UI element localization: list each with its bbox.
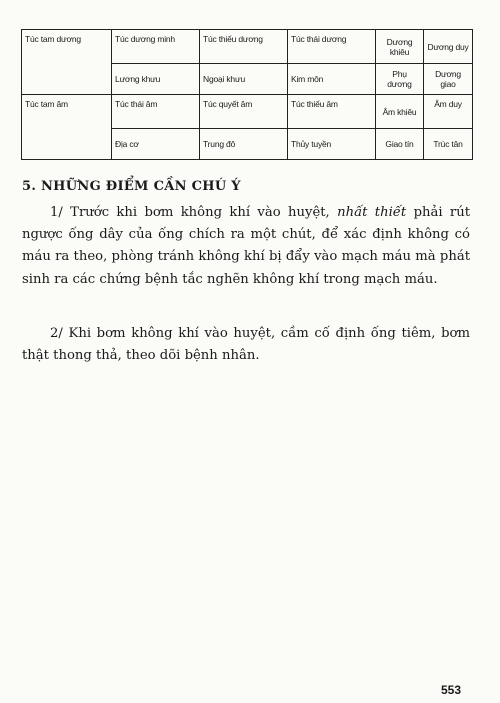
table-cell: Giao tín bbox=[376, 129, 424, 160]
page-number: 553 bbox=[441, 683, 462, 697]
table-cell: Kim môn bbox=[288, 64, 376, 95]
table-cell: Dương khiêu bbox=[376, 30, 424, 64]
table-cell: Âm duy bbox=[424, 95, 473, 129]
table-cell: Túc thái dương bbox=[288, 30, 376, 64]
table-cell: Túc thái âm bbox=[112, 95, 200, 129]
table-cell: Túc tam âm bbox=[22, 95, 112, 160]
table-cell: Trung đô bbox=[200, 129, 288, 160]
table-cell: Lương khưu bbox=[112, 64, 200, 95]
table-cell: Túc dương minh bbox=[112, 30, 200, 64]
meridian-table-container bbox=[21, 29, 472, 160]
table-row bbox=[22, 30, 473, 64]
paragraph-1-end: phải rút ngược ống dây của ống chích ra một chút, để xác định không có máu ra theo, phòng tránh không khí bị đẩy vào mạch máu mà phát sinh ra các chứng bệnh tắc nghẽn không khí trong mạch máu. bbox=[22, 205, 471, 287]
table-cell: Địa cơ bbox=[112, 129, 200, 160]
table-cell: Túc thiếu âm bbox=[288, 95, 376, 129]
meridian-table bbox=[21, 29, 473, 160]
table-cell: Âm khiêu bbox=[376, 95, 424, 129]
table-cell: Phụ dương bbox=[376, 64, 424, 95]
section-heading: 5. NHỮNG ĐIỂM CẦN CHÚ Ý bbox=[22, 179, 241, 194]
paragraph-2: 2/ Khi bơm không khí vào huyệt, cầm cố định ống tiêm, bơm thật thong thả, theo dõi bệnh nhân. bbox=[22, 326, 470, 364]
paragraph-1-start: 1/ Trước khi bơm không khí vào huyệt, bbox=[50, 205, 338, 220]
table-cell: Túc tam dương bbox=[22, 30, 112, 95]
paragraph-1 bbox=[22, 202, 470, 291]
table-row bbox=[22, 95, 473, 129]
table-cell: Túc quyết âm bbox=[200, 95, 288, 129]
table-cell: Ngoại khưu bbox=[200, 64, 288, 95]
paragraph-1-emphasis: nhất thiết bbox=[337, 205, 407, 220]
table-cell: Túc thiếu dương bbox=[200, 30, 288, 64]
table-cell: Dương duy bbox=[424, 30, 473, 64]
table-cell: Dương giao bbox=[424, 64, 473, 95]
table-cell: Trúc tân bbox=[424, 129, 473, 160]
table-cell: Thủy tuyền bbox=[288, 129, 376, 160]
